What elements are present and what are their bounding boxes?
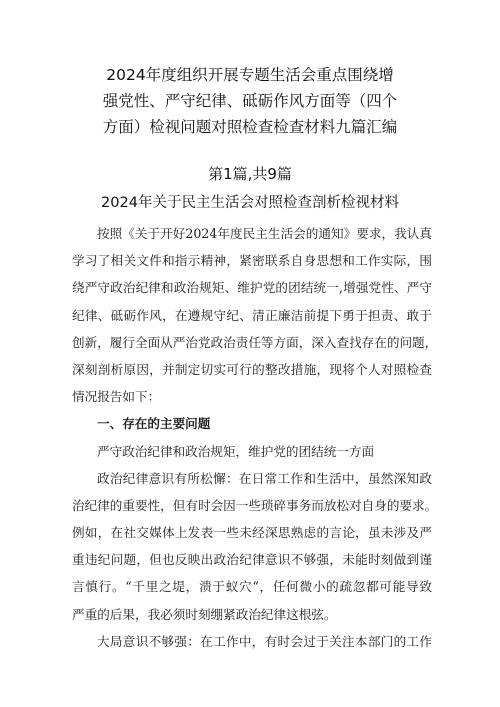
- intro-line: 深刻剖析原因，并制定切实可行的整改措施，现将个人对照检查: [72, 361, 432, 377]
- para1-line: 政治纪律意识有所松懈：在日常工作和生活中，虽然深知政: [97, 470, 432, 486]
- title-line-3: 方面）检视问题对照检查检查材料九篇汇编: [102, 118, 398, 136]
- document-body: [72, 220, 438, 655]
- title-line-2: 强党性、严守纪律、砥砺作风方面等（四个: [102, 92, 398, 110]
- para1-line: 治纪律的重要性，但有时会因一些琐碎事务而放松对自身的要求。: [72, 497, 438, 513]
- para1-line: 重违纪问题，但也反映出政治纪律意识不够强，未能时刻做到谨: [72, 552, 432, 568]
- intro-line: 纪律、砥砺作风，在遵规守纪、清正廉洁前提下勇于担责、敢于: [72, 307, 432, 323]
- intro-line: 情况报告如下：: [72, 389, 161, 405]
- para1-line: 言慎行。“千里之堤，溃于蚁穴“，任何微小的疏忽都可能导致: [72, 579, 432, 595]
- part-label: 第1篇,共9篇: [208, 165, 292, 183]
- title-line-1: 2024年度组织开展专题生活会重点围绕增: [106, 66, 394, 84]
- section-heading: 一、存在的主要问题: [97, 416, 211, 432]
- para1-line: 严重的后果，我必须时刻绷紧政治纪律这根弦。: [72, 606, 337, 622]
- intro-line: 创新，履行全面从严治党政治责任等方面，深入查找存在的问题，: [72, 334, 438, 350]
- sub-heading: 严守政治纪律和政治规矩，维护党的团结统一方面: [97, 443, 375, 459]
- article-subtitle: 2024年关于民主生活会对照检查剖析检视材料: [101, 195, 399, 211]
- para1-line: 例如，在社交媒体上发表一些未经深思熟虑的言论，虽未涉及严: [72, 525, 432, 541]
- para2-line: 大局意识不够强：在工作中，有时会过于关注本部门的工作: [97, 633, 432, 649]
- intro-line: 学习了相关文件和指示精神，紧密联系自身思想和工作实际，围: [72, 253, 432, 269]
- intro-line: 按照《关于开好2024年度民主生活会的通知》要求，我认真: [97, 226, 432, 241]
- intro-line: 绕严守政治纪律和政治规矩、维护党的团结统一,增强党性、严守: [72, 280, 432, 296]
- document-title: [60, 62, 440, 140]
